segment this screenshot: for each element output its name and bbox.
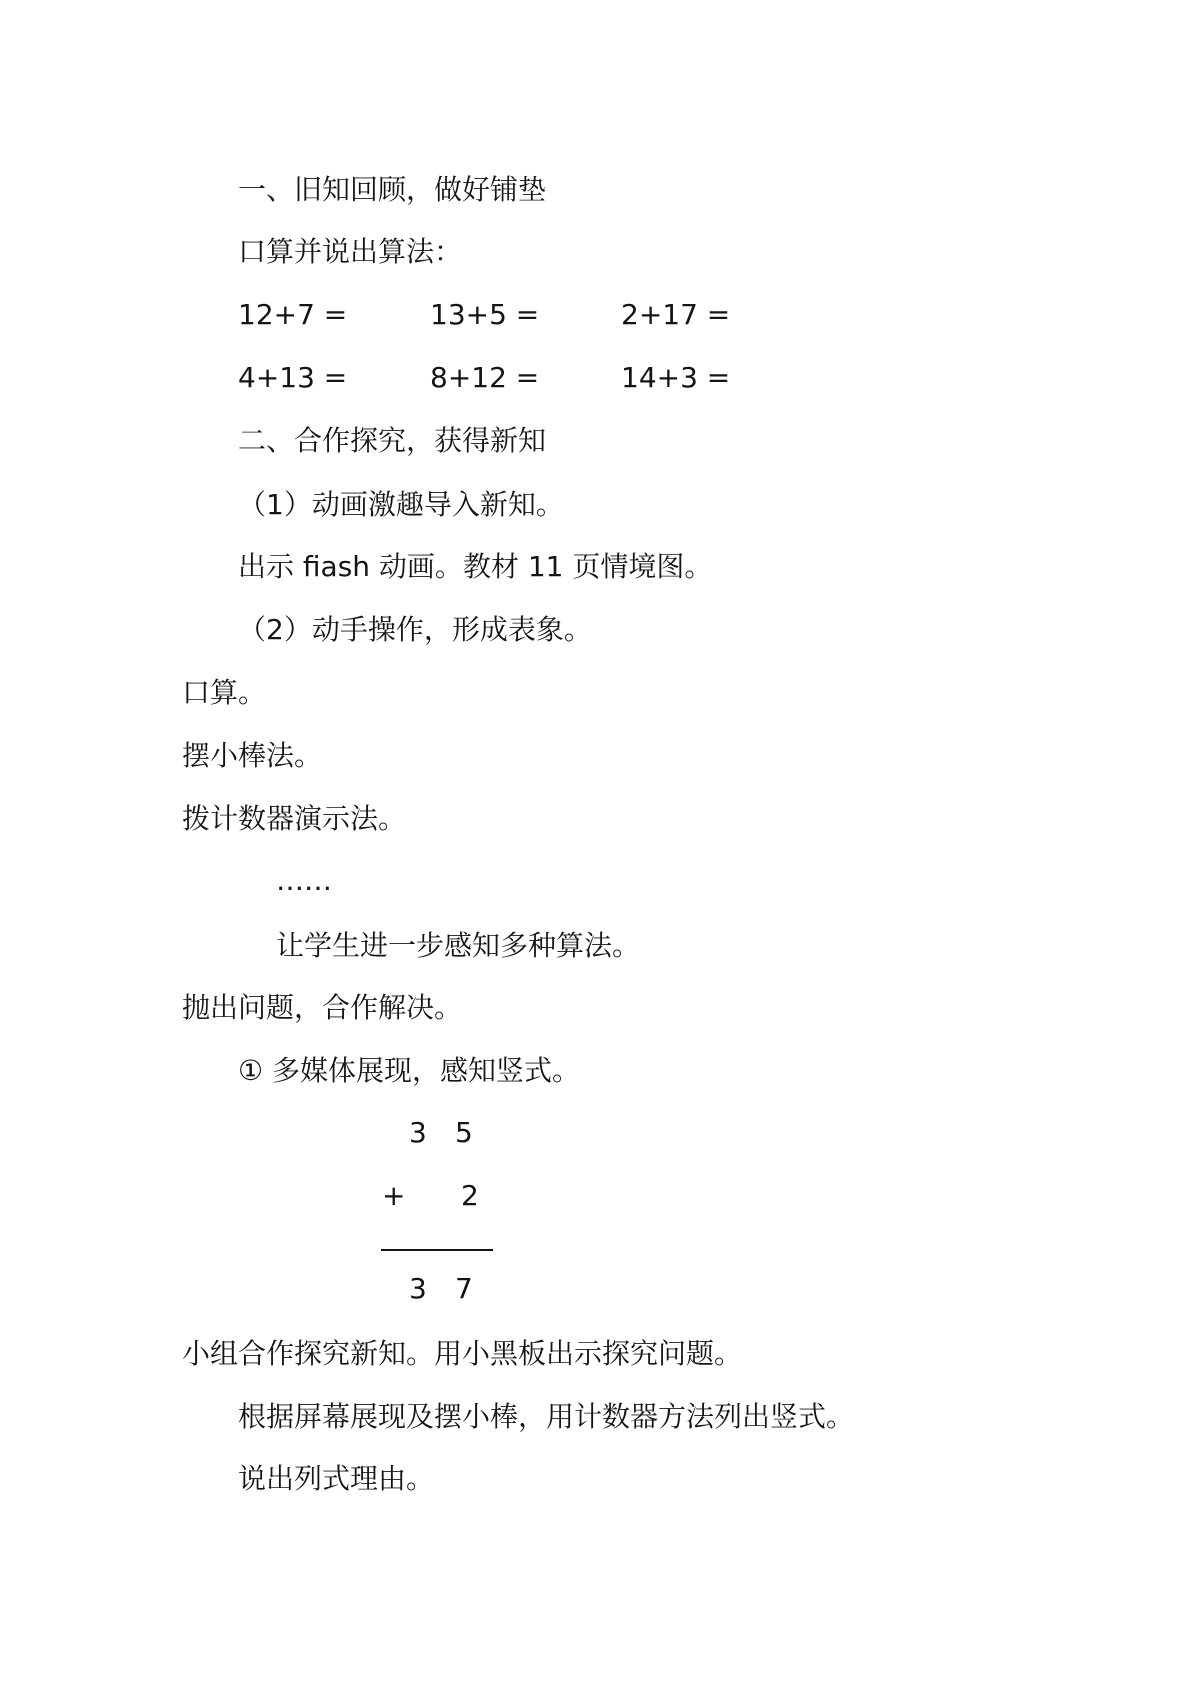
step-1-detail: 出示 fiash 动画。教材 11 页情境图。	[238, 550, 713, 583]
exercise-1-1: 12+7 =	[238, 298, 348, 331]
method-sticks: 摆小棒法。	[182, 739, 323, 772]
exercise-1-2: 13+5 =	[430, 298, 540, 331]
vertical-result-tens: 3	[409, 1272, 427, 1305]
vertical-sum-line	[381, 1249, 493, 1251]
exercise-2-2: 8+12 =	[430, 361, 540, 394]
exercise-2-1: 4+13 =	[238, 361, 348, 394]
oral-calc-instruction: 口算并说出算法：	[238, 235, 463, 268]
list-vertical-form: 根据屏幕展现及摆小棒，用计数器方法列出竖式。	[238, 1400, 855, 1433]
multimedia-step: ① 多媒体展现，感知竖式。	[238, 1054, 581, 1087]
explain-reason: 说出列式理由。	[238, 1462, 435, 1495]
problem-statement: 抛出问题，合作解决。	[182, 991, 463, 1024]
vertical-top-ones: 5	[455, 1116, 473, 1149]
ellipsis: ……	[276, 864, 332, 897]
section-heading-explore: 二、合作探究，获得新知	[238, 424, 547, 457]
vertical-plus-sign: +	[382, 1179, 406, 1212]
method-oral: 口算。	[182, 676, 267, 709]
exercise-2-3: 14+3 =	[621, 361, 731, 394]
perceive-methods: 让学生进一步感知多种算法。	[276, 929, 641, 962]
vertical-addend: 2	[461, 1179, 479, 1212]
vertical-top-tens: 3	[409, 1116, 427, 1149]
group-explore: 小组合作探究新知。用小黑板出示探究问题。	[182, 1337, 743, 1370]
step-2: （2）动手操作，形成表象。	[238, 613, 592, 646]
exercise-1-3: 2+17 =	[621, 298, 731, 331]
step-1: （1）动画激趣导入新知。	[238, 488, 564, 521]
vertical-result-ones: 7	[455, 1272, 473, 1305]
method-abacus: 拨计数器演示法。	[182, 802, 407, 835]
section-heading-review: 一、旧知回顾，做好铺垫	[238, 173, 547, 206]
